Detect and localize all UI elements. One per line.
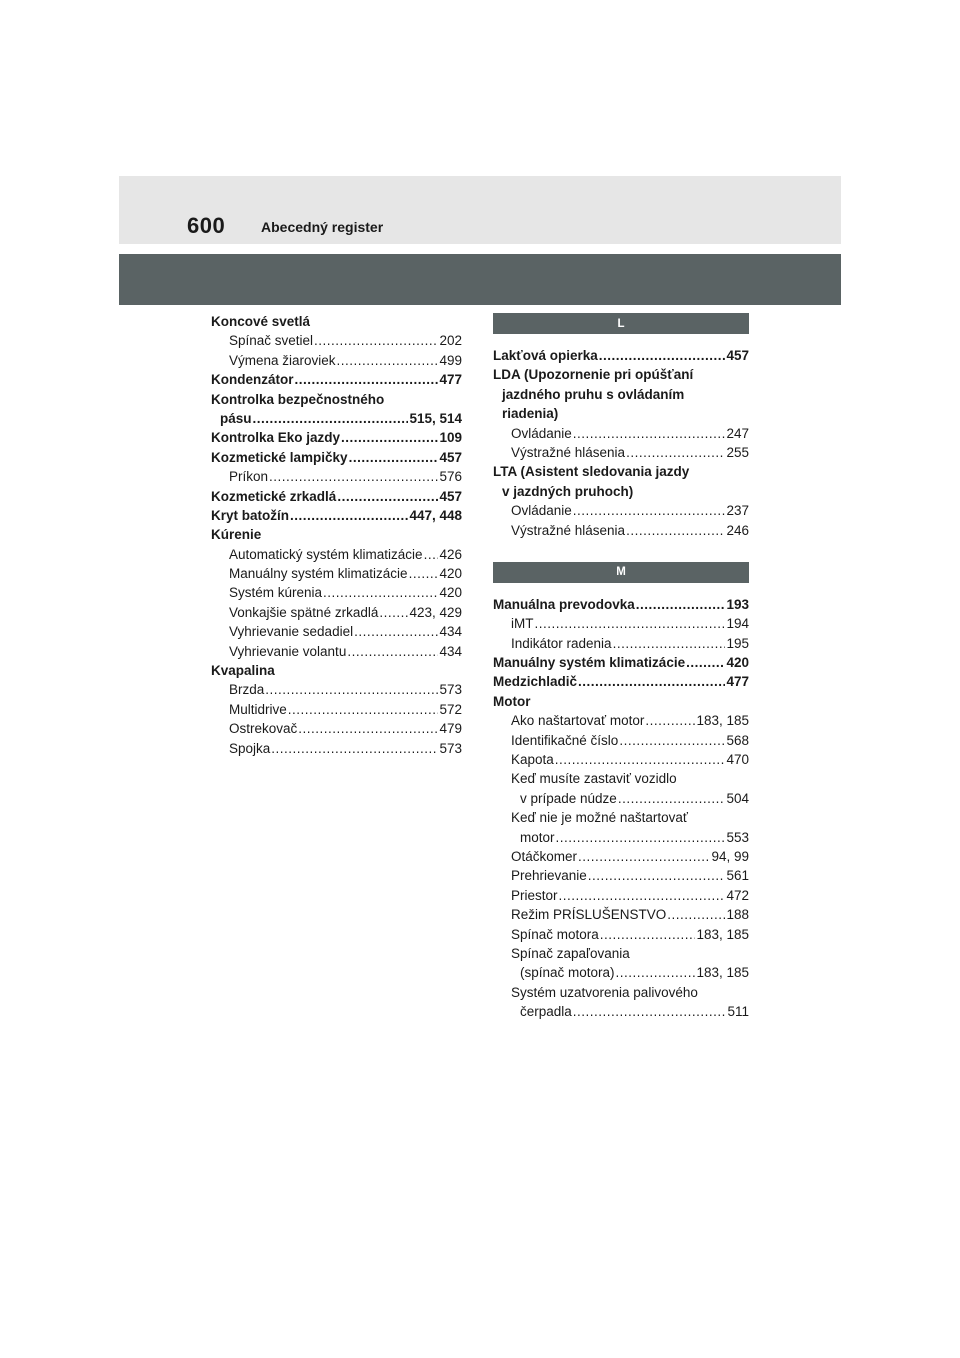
index-entry-term: Režim PRÍSLUŠENSTVO	[511, 907, 667, 923]
index-entry	[493, 769, 749, 788]
index-entry	[211, 622, 462, 641]
dot-leader	[600, 925, 696, 944]
index-entry-page: 573	[439, 682, 462, 698]
index-entry-term: Ovládanie	[511, 425, 572, 441]
index-column-right	[493, 313, 749, 1022]
section-title: Abecedný register	[261, 219, 384, 235]
page-number: 600	[187, 213, 226, 238]
index-entry	[493, 595, 749, 614]
index-entry-term: Výmena žiaroviek	[229, 352, 336, 368]
index-entry	[493, 692, 749, 711]
index-entry	[211, 428, 462, 447]
index-entry	[211, 603, 462, 622]
dot-leader	[265, 680, 438, 699]
index-entry	[211, 409, 462, 428]
index-entry	[211, 525, 462, 544]
index-entry-page: 457	[439, 449, 462, 465]
index-entry-term: v jazdných pruhoch)	[502, 483, 634, 499]
section-l-entries	[493, 346, 749, 540]
index-entry-page: 94, 99	[711, 848, 749, 864]
index-entry	[493, 614, 749, 633]
index-entry-term: Kozmetické zrkadlá	[211, 488, 337, 504]
index-entry-term: Automatický systém klimatizácie	[229, 546, 423, 562]
dot-leader	[535, 614, 726, 633]
dot-leader	[555, 750, 726, 769]
index-entry-term: pásu	[220, 410, 252, 426]
index-entry-term: Lakťová opierka	[493, 348, 598, 363]
index-entry-page: 472	[726, 887, 749, 903]
dot-leader	[288, 700, 439, 719]
index-entry	[493, 711, 749, 730]
index-entry	[493, 963, 749, 982]
index-entry-page: 183, 185	[696, 713, 749, 729]
dot-leader	[314, 331, 438, 350]
index-entry-term: Priestor	[511, 887, 558, 903]
index-entry-term: Kontrolka bezpečnostného	[211, 391, 385, 407]
index-entry-page: 499	[439, 352, 462, 368]
index-entry	[493, 808, 749, 827]
index-entry-page: 457	[439, 488, 462, 504]
dot-leader	[573, 424, 726, 443]
header-band	[119, 176, 841, 244]
index-entry-term: Otáčkomer	[511, 848, 578, 864]
letter-heading-m: M	[493, 562, 749, 583]
dot-leader	[626, 443, 725, 462]
index-entry-term: motor	[520, 829, 555, 845]
dot-leader	[341, 428, 438, 447]
dot-leader	[616, 963, 696, 982]
index-entry-page: 420	[439, 585, 462, 601]
dot-leader	[253, 409, 409, 428]
index-entry-term: Kozmetické lampičky	[211, 449, 348, 465]
index-entry	[493, 672, 749, 691]
index-entry-term: Ako naštartovať motor	[511, 713, 645, 729]
index-entry-page: 420	[439, 566, 462, 582]
index-entry	[493, 521, 749, 540]
index-entry-term: Systém kúrenia	[229, 585, 323, 601]
index-entry	[493, 750, 749, 769]
dot-leader	[337, 351, 439, 370]
dot-leader	[269, 467, 438, 486]
index-entry	[211, 370, 462, 389]
index-entry-term: LDA (Upozornenie pri opúšťaní	[493, 367, 694, 383]
index-entry-term: Spínač svetiel	[229, 333, 314, 349]
index-entry-page: 457	[726, 348, 749, 363]
index-entry	[211, 680, 462, 699]
index-entry	[493, 828, 749, 847]
index-entry-page: 553	[726, 829, 749, 845]
index-entry	[493, 1002, 749, 1021]
dot-leader	[686, 653, 725, 672]
dot-leader	[349, 448, 439, 467]
index-entry-term: jazdného pruhu s ovládaním	[502, 386, 685, 402]
dot-leader	[667, 905, 725, 924]
index-entry-term: Výstražné hlásenia	[511, 522, 626, 538]
index-entry-term: Systém uzatvorenia palivového	[511, 984, 698, 1000]
index-entry-page: 477	[439, 372, 462, 388]
index-entry-term: Ovládanie	[511, 503, 572, 519]
index-entry	[493, 905, 749, 924]
dot-leader	[424, 545, 439, 564]
index-entry-term: Výstražné hlásenia	[511, 444, 626, 460]
dot-leader	[636, 595, 726, 614]
index-entry-term: Indikátor radenia	[511, 635, 612, 651]
index-entry	[211, 642, 462, 661]
index-entry	[211, 545, 462, 564]
index-entry-term: riadenia)	[502, 406, 559, 422]
index-entry-term: Manuálny systém klimatizácie	[229, 566, 408, 582]
index-entry	[211, 331, 462, 350]
index-entry	[211, 583, 462, 602]
index-entry-page: 561	[726, 868, 749, 884]
index-entry	[211, 700, 462, 719]
index-entry	[493, 462, 749, 481]
index-entry-page: 255	[726, 444, 749, 460]
index-entry-term: Spojka	[229, 740, 271, 756]
dot-leader	[559, 886, 726, 905]
index-entry	[493, 731, 749, 750]
index-entry-page: 183, 185	[696, 965, 749, 981]
index-entry-page: 479	[439, 721, 462, 737]
index-entry-term: Medzichladič	[493, 674, 578, 690]
index-entry-page: 202	[439, 333, 462, 349]
index-entry	[493, 866, 749, 885]
index-entry-page: 237	[726, 503, 749, 519]
index-entry-term: Vonkajšie spätné zrkadlá	[229, 604, 379, 620]
index-entry	[493, 443, 749, 462]
index-entry-term: Ostrekovač	[229, 721, 298, 737]
index-entry-page: 511	[727, 1004, 749, 1020]
dot-leader	[271, 739, 438, 758]
dot-leader	[323, 583, 438, 602]
index-entry-term: Koncové svetlá	[211, 314, 311, 329]
index-entry	[211, 564, 462, 583]
dot-leader	[337, 487, 438, 506]
index-entry-term: Príkon	[229, 469, 269, 485]
index-entry-term: Kapota	[511, 752, 554, 768]
dot-leader	[613, 634, 726, 653]
index-entry-page: 434	[439, 624, 462, 640]
index-entry-page: 470	[726, 752, 749, 768]
index-entry	[211, 448, 462, 467]
index-entry	[493, 653, 749, 672]
index-entry-term: Spínač motora	[511, 926, 599, 942]
index-entry-page: 188	[726, 907, 749, 923]
index-entry-page: 109	[439, 430, 462, 446]
index-entry	[493, 886, 749, 905]
index-entry	[493, 944, 749, 963]
index-entry-term: Motor	[493, 693, 531, 709]
index-entry-page: 576	[439, 469, 462, 485]
dot-leader	[618, 789, 726, 808]
dot-leader	[409, 564, 439, 583]
index-entry-term: Keď nie je možné naštartovať	[511, 810, 688, 826]
index-entry	[493, 789, 749, 808]
index-entry	[211, 390, 462, 409]
index-entry	[493, 404, 749, 423]
index-entry-page: 504	[726, 790, 749, 806]
dot-leader	[347, 642, 438, 661]
index-entry-page: 447, 448	[409, 507, 462, 523]
index-entry-term: Spínač zapaľovania	[511, 945, 630, 961]
index-entry-page: 568	[726, 732, 749, 748]
dot-leader	[578, 672, 725, 691]
index-entry	[211, 351, 462, 370]
index-entry-page: 515, 514	[409, 410, 462, 426]
index-entry-page: 195	[726, 635, 749, 651]
index-entry-page: 572	[439, 701, 462, 717]
dot-leader	[379, 603, 408, 622]
index-entry-term: čerpadla	[520, 1004, 572, 1020]
index-entry-term: Kontrolka Eko jazdy	[211, 430, 341, 446]
index-entry-term: Manuálna prevodovka	[493, 596, 635, 612]
index-entry	[211, 312, 462, 331]
dot-leader	[298, 719, 438, 738]
index-entry-term: Kryt batožín	[211, 507, 290, 523]
dot-leader	[290, 506, 408, 525]
index-entry-term: Identifikačné číslo	[511, 732, 619, 748]
index-entry-term: Kondenzátor	[211, 372, 294, 388]
index-entry-term: v prípade núdze	[520, 790, 617, 806]
index-entry	[211, 487, 462, 506]
index-entry-term: Kúrenie	[211, 527, 262, 543]
index-entry-term: Kvapalina	[211, 663, 275, 679]
dot-leader	[645, 711, 695, 730]
dot-leader	[354, 622, 438, 641]
index-entry-term: Prehrievanie	[511, 868, 587, 884]
index-entry-page: 477	[726, 674, 749, 690]
dot-leader	[626, 521, 725, 540]
dot-leader	[295, 370, 439, 389]
index-entry-page: 426	[439, 546, 462, 562]
header-dark-band	[119, 254, 841, 305]
index-entry	[493, 346, 749, 365]
index-entry	[211, 739, 462, 758]
dot-leader	[578, 847, 710, 866]
index-entry	[493, 983, 749, 1002]
index-entry	[493, 634, 749, 653]
dot-leader	[556, 828, 726, 847]
index-entry	[493, 424, 749, 443]
letter-heading-l: L	[493, 313, 749, 334]
index-entry-term: Vyhrievanie volantu	[229, 643, 347, 659]
index-column-left	[211, 312, 462, 758]
index-entry-page: 434	[439, 643, 462, 659]
index-entry	[493, 385, 749, 404]
index-entry-term: iMT	[511, 616, 534, 632]
index-entry	[493, 365, 749, 384]
index-entry	[211, 467, 462, 486]
index-entry	[211, 719, 462, 738]
index-entry-term: (spínač motora)	[520, 965, 615, 981]
dot-leader	[573, 501, 726, 520]
index-entry-page: 420	[726, 655, 749, 671]
dot-leader	[619, 731, 725, 750]
dot-leader	[573, 1002, 727, 1021]
index-entry	[493, 501, 749, 520]
index-entry-term: Brzda	[229, 682, 265, 698]
index-entry-term: LTA (Asistent sledovania jazdy	[493, 464, 690, 480]
dot-leader	[599, 346, 726, 365]
index-entry-page: 193	[726, 596, 749, 612]
index-entry-page: 194	[726, 616, 749, 632]
index-entry	[211, 661, 462, 680]
index-entry-page: 573	[439, 740, 462, 756]
index-entry-term: Manuálny systém klimatizácie	[493, 655, 686, 671]
dot-leader	[588, 866, 726, 885]
index-entry	[493, 482, 749, 501]
index-entry-term: Multidrive	[229, 701, 287, 717]
index-entry-page: 183, 185	[696, 926, 749, 942]
index-entry-page: 423, 429	[409, 604, 462, 620]
index-entry-page: 246	[726, 522, 749, 538]
index-entry	[211, 506, 462, 525]
section-m-entries	[493, 595, 749, 1022]
index-entry	[493, 925, 749, 944]
index-entry-term: Keď musíte zastaviť vozidlo	[511, 771, 677, 787]
index-entry	[493, 847, 749, 866]
index-entry-term: Vyhrievanie sedadiel	[229, 624, 354, 640]
index-entry-page: 247	[726, 425, 749, 441]
